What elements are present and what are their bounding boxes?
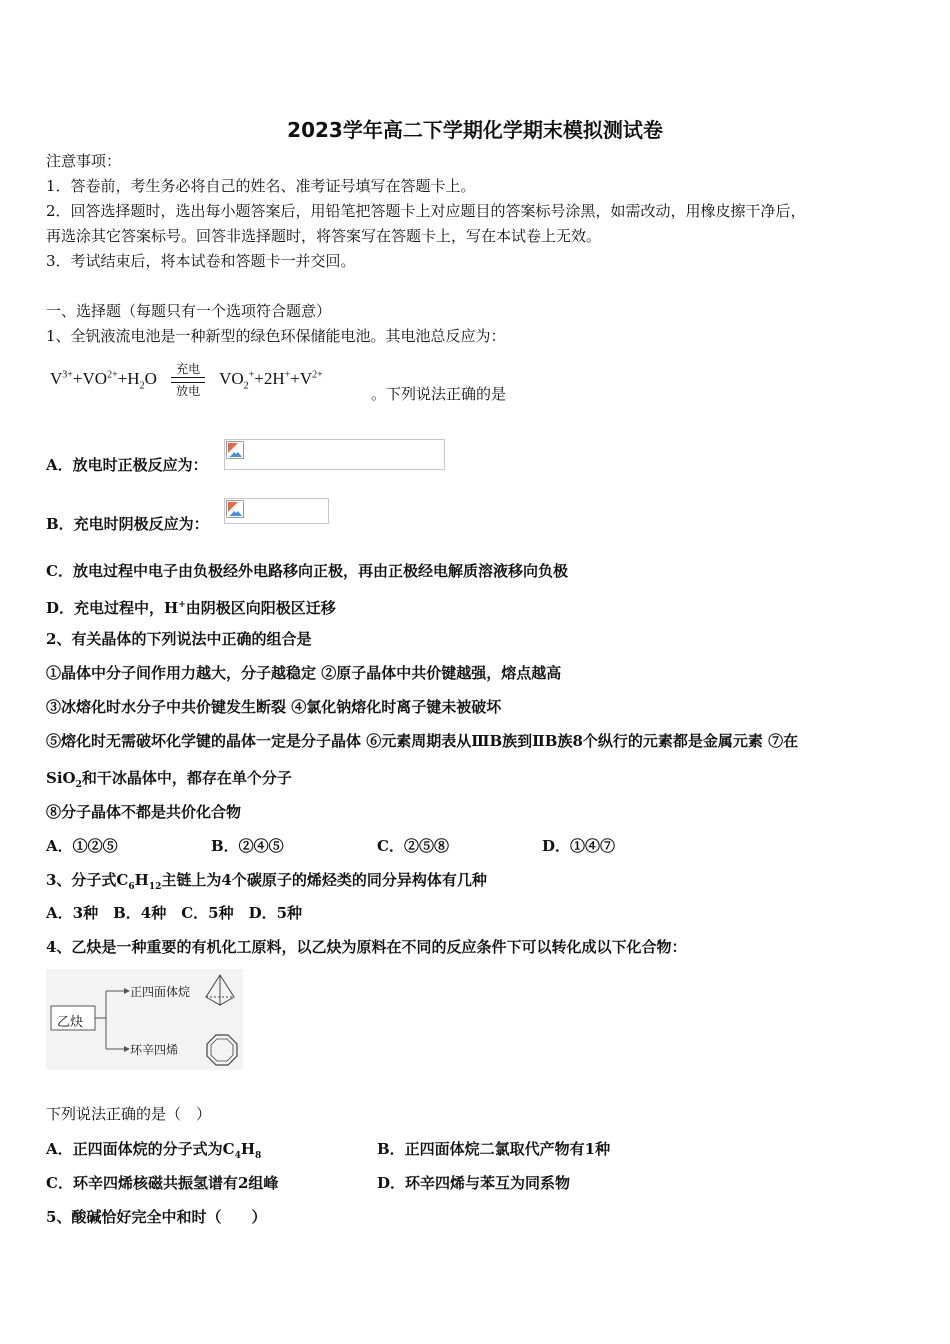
notice-heading: 注意事项： [46, 152, 122, 170]
q4-option-b: B．正四面体烷二氯取代产物有1种 [377, 1140, 611, 1158]
q1-option-a-formula-image [224, 439, 445, 470]
q2-option-a: A．①②⑤ [46, 837, 118, 855]
diagram-start-label: 乙炔 [57, 1015, 84, 1030]
notice-item-2-cont: 再选涂其它答案标号。回答非选择题时，将答案写在答题卡上，写在本试卷上无效。 [46, 227, 602, 245]
q1-option-a: A．放电时正极反应为： [46, 456, 208, 474]
broken-image-icon [226, 441, 244, 459]
q4-option-c: C．环辛四烯核磁共振氢谱有2组峰 [46, 1174, 279, 1192]
diagram-product1-label: 正四面体烷 [130, 985, 191, 999]
q4-option-d: D．环辛四烯与苯互为同系物 [377, 1174, 571, 1192]
double-arrow-icon [171, 377, 205, 383]
q1-stem: 1、全钒液流电池是一种新型的绿色环保储能电池。其电池总反应为： [46, 327, 506, 345]
q1-option-b-formula-image [224, 498, 329, 524]
q2-statement-2: ③冰熔化时水分子中共价键发生断裂 ④氯化钠熔化时离子键未被破坏 [46, 698, 502, 716]
diagram-product2-label: 环辛四烯 [130, 1043, 179, 1057]
q4-option-a: A．正四面体烷的分子式为$C_4H_8$ [46, 1140, 262, 1161]
q3-stem: 3、分子式$C_6H_{12}$主链上为4个碳原子的烯烃类的同分异构体有几种 [46, 871, 487, 892]
q4-ask: 下列说法正确的是（ ） [46, 1105, 212, 1123]
q2-stem: 2、有关晶体的下列说法中正确的组合是 [46, 630, 312, 648]
tetrahedrane-structure-icon [200, 973, 240, 1009]
q2-statement-5: ⑧分子晶体不都是共价化合物 [46, 803, 242, 821]
q1-equation: $V^{3+}+VO^{2+}+H_2O$ 充电 放电 $VO_2^++2H^++V^{2+}$ [50, 362, 323, 398]
q2-statement-1: ①晶体中分子间作用力越大，分子越稳定 ②原子晶体中共价键越强，熔点越高 [46, 664, 562, 682]
q4-stem: 4、乙炔是一种重要的有机化工原料，以乙炔为原料在不同的反应条件下可以转化成以下化合物： [46, 938, 687, 956]
equilibrium-arrow [171, 362, 205, 398]
arrow-label-charge: 充电 [176, 362, 201, 376]
arrow-label-discharge: 放电 [176, 384, 201, 398]
acetylene-conversion-diagram [46, 969, 243, 1070]
q3-options: A．3种 B．4种 C．5种 D．5种 [46, 904, 303, 922]
q2-statement-4: SiO$_2$和干冰晶体中，都存在单个分子 [46, 769, 292, 790]
q5-stem: 5、酸碱恰好完全中和时（ ） [46, 1208, 267, 1226]
section-heading: 一、选择题（每题只有一个选项符合题意） [46, 302, 332, 320]
q2-option-c: C．②⑤⑧ [377, 837, 449, 855]
q1-option-d: D．充电过程中，H+由阴极区向阳极区迁移 [46, 599, 336, 617]
notice-item-3: 3．考试结束后，将本试卷和答题卡一并交回。 [46, 252, 356, 270]
q1-option-c: C．放电过程中电子由负极经外电路移向正极，再由正极经电解质溶液移向负极 [46, 562, 568, 580]
q2-statement-3: ⑤熔化时无需破坏化学键的晶体一定是分子晶体 ⑥元素周期表从ⅢB族到ⅡB族8个纵行的元素都是金属元素 ⑦在 [46, 732, 799, 750]
page-title: 2023学年高二下学期化学期末模拟测试卷 [287, 118, 663, 142]
notice-item-1: 1．答卷前，考生务必将自己的姓名、准考证号填写在答题卡上。 [46, 177, 476, 195]
q1-equation-tail: 。下列说法正确的是 [371, 385, 507, 403]
cyclooctatetraene-structure-icon [204, 1032, 240, 1068]
q2-option-b: B．②④⑤ [211, 837, 284, 855]
q1-option-b: B．充电时阴极反应为： [46, 515, 209, 533]
notice-item-2: 2．回答选择题时，选出每小题答案后，用铅笔把答题卡上对应题目的答案标号涂黑，如需改动，用橡皮擦干净后， [46, 202, 806, 220]
q2-option-d: D．①④⑦ [542, 837, 616, 855]
broken-image-icon [226, 500, 244, 518]
